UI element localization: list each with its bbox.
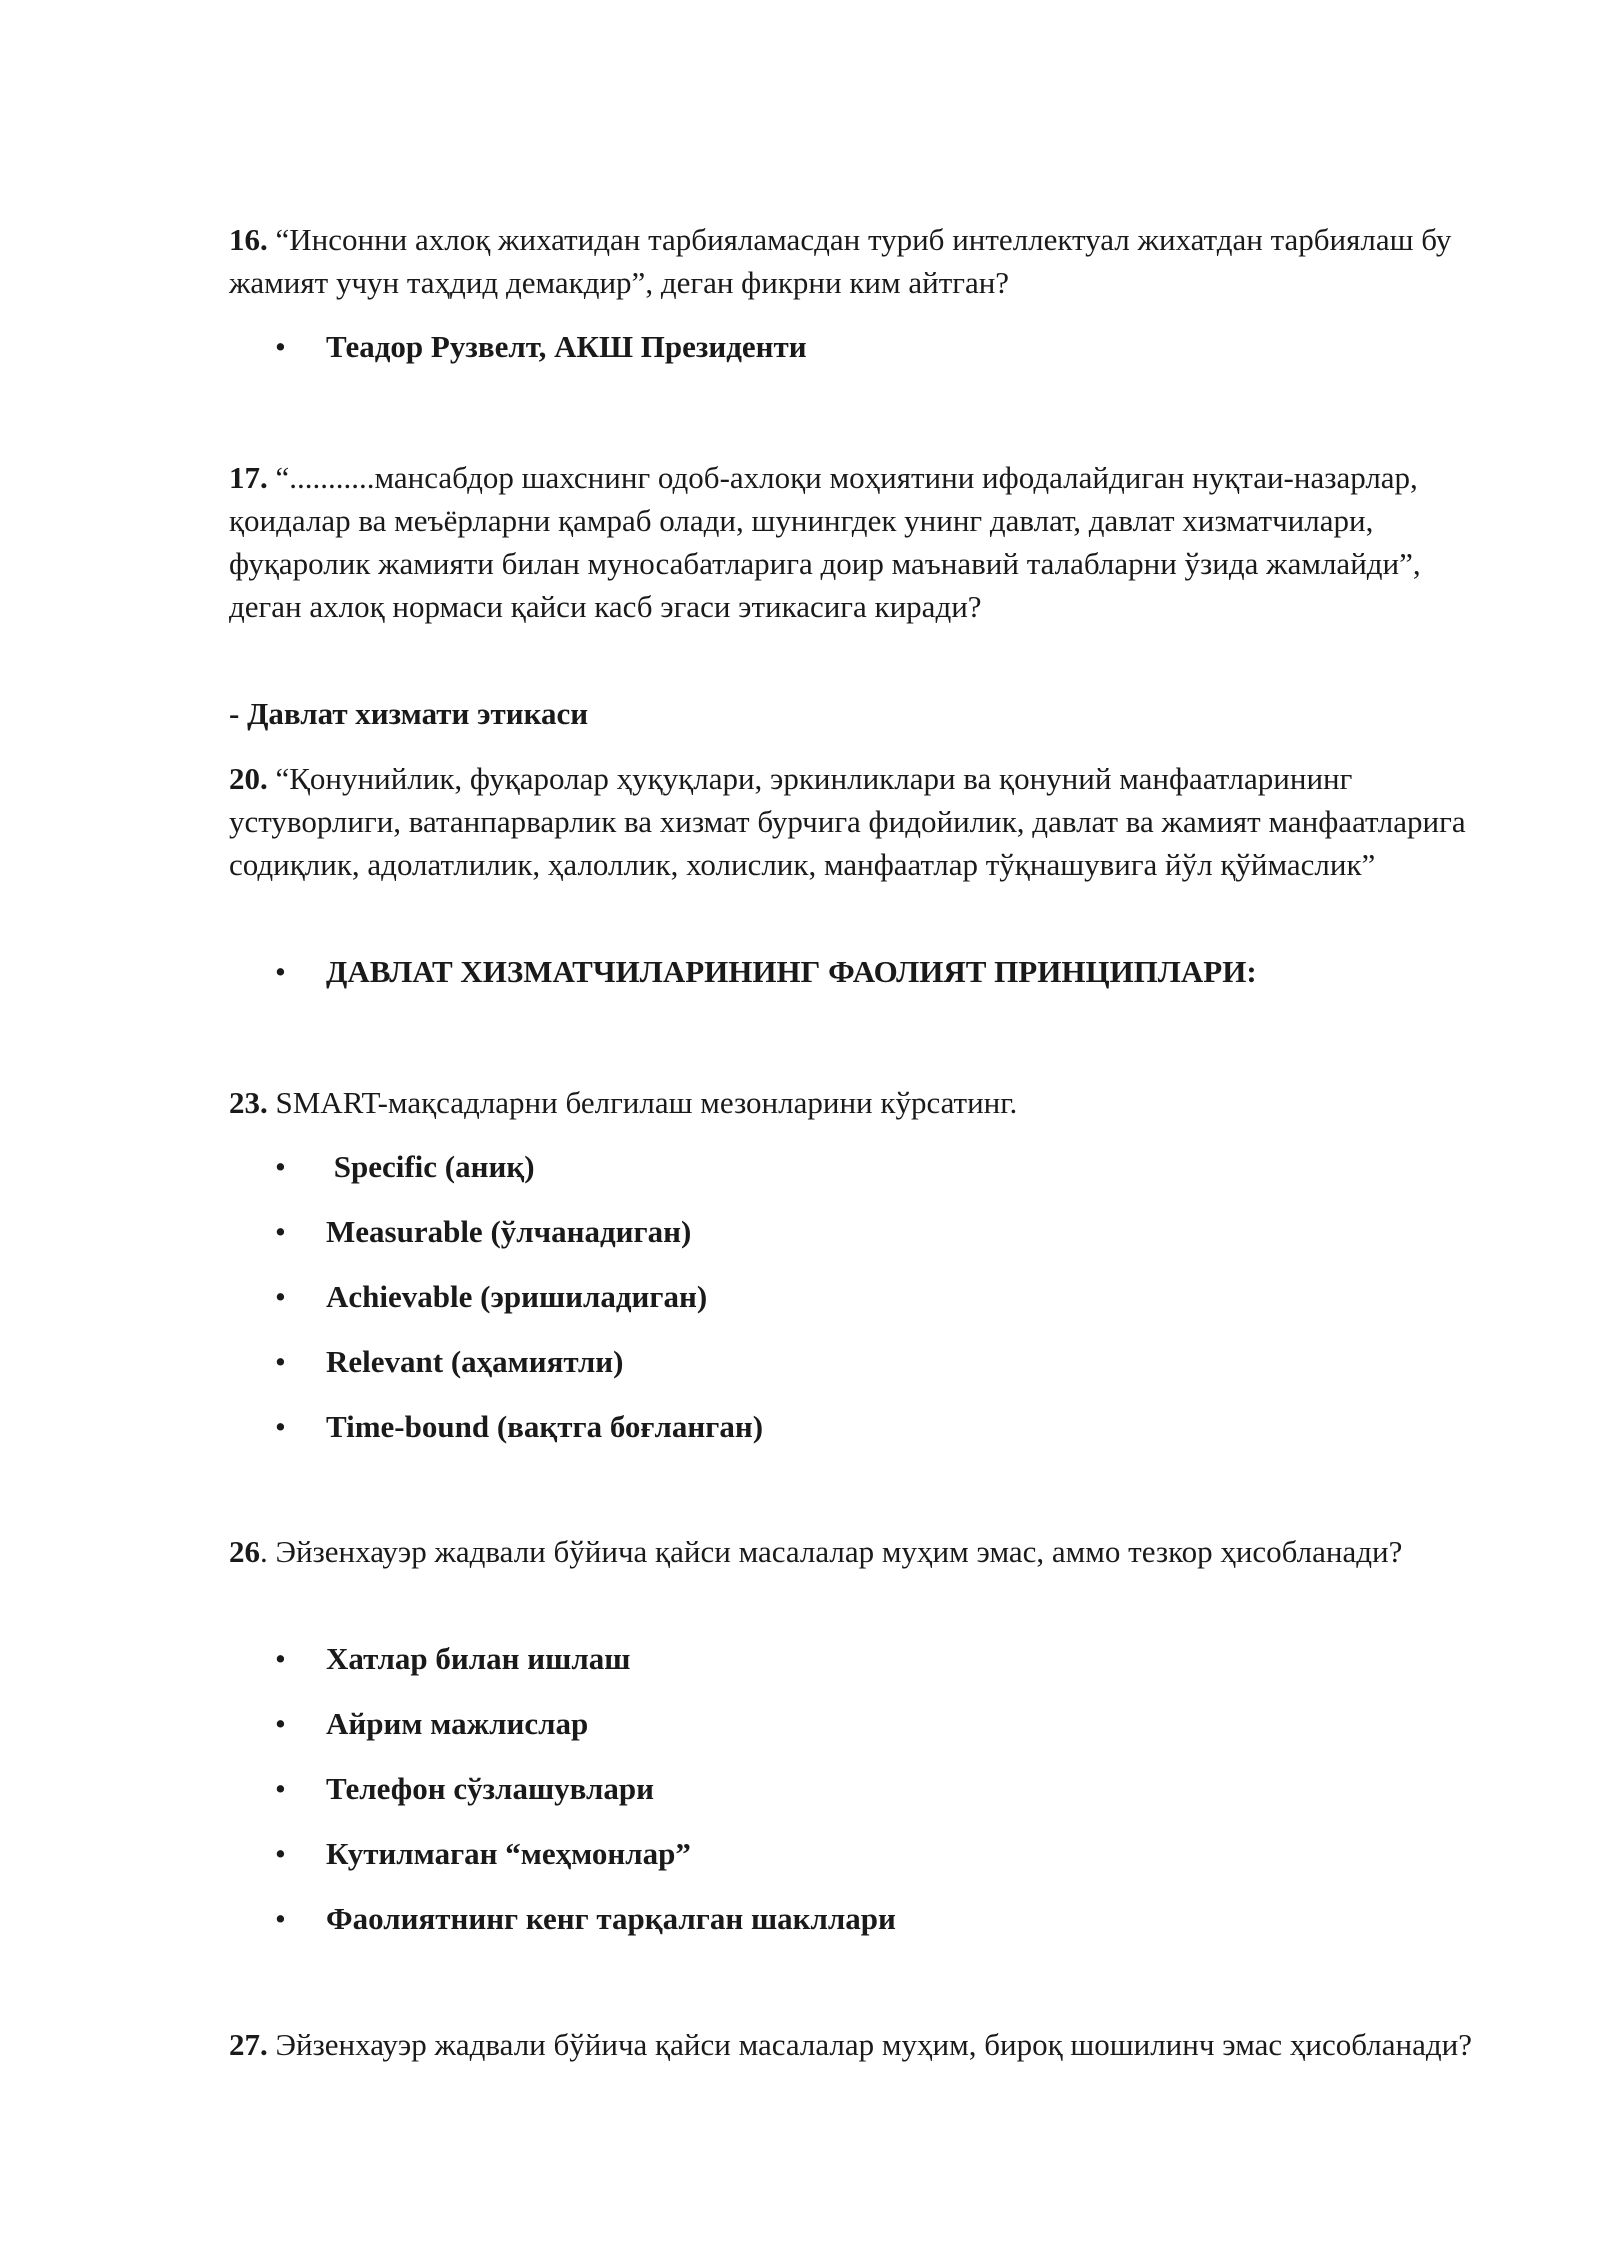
question-27-text: [229, 2023, 1479, 2066]
answer-item: [229, 1702, 1479, 1767]
question-17-text: [229, 456, 1479, 628]
bullet-icon: •: [275, 1706, 286, 1741]
question-26-text: [229, 1530, 1479, 1573]
answer-item: [229, 1897, 1479, 1962]
answer-item: [229, 1275, 1479, 1340]
question-body: “...........мансабдор шахснинг одоб-ахлоқи моҳиятини ифодалайдиган нуқтаи-назарлар, қоидалар ва меъёрларни қамраб олади, шунингдек унинг давлат, давлат хизматчилари, фуқаролик жамияти билан муносабатларига доир маънавий талабларни ўзида жамлайди”, деган ахлоқ нормаси қайси касб эгаси этикасига киради?: [229, 460, 1421, 624]
answer-text: Measurable (ўлчанадиган): [326, 1214, 692, 1249]
answer-item: [229, 1210, 1479, 1275]
question-body: Эйзенхауэр жадвали бўйича қайси масалалар муҳим, бироқ шошилинч эмас ҳисобланади?: [267, 2027, 1472, 2062]
bullet-icon: •: [275, 329, 286, 364]
answer-text: Specific (аниқ): [326, 1149, 535, 1184]
bullet-icon: •: [275, 1214, 286, 1249]
question-17-answer: [229, 692, 1479, 735]
answer-text: - Давлат хизмати этикаси: [229, 696, 589, 731]
question-number: 20.: [229, 761, 268, 796]
bullet-icon: •: [275, 1836, 286, 1871]
answer-text: Теадор Рузвелт, АКШ Президенти: [326, 329, 807, 364]
question-17: [229, 456, 1479, 628]
answer-text: Фаолиятнинг кенг тарқалган шакллари: [326, 1901, 896, 1936]
question-16: [229, 218, 1479, 304]
answer-item: [229, 1145, 1479, 1210]
answer-text: Time-bound (вақтга боғланган): [326, 1409, 764, 1444]
question-body: . Эйзенхауэр жадвали бўйича қайси масалалар муҳим эмас, аммо тезкор ҳисобланади?: [260, 1534, 1403, 1569]
question-23-text: [229, 1081, 1479, 1124]
bullet-icon: •: [275, 1901, 286, 1936]
question-20-text: [229, 757, 1479, 886]
question-number: 26: [229, 1534, 260, 1569]
answer-item: [229, 1832, 1479, 1897]
question-number: 27.: [229, 2027, 268, 2062]
question-16-answers: [229, 325, 1479, 390]
answer-item: [229, 1637, 1479, 1702]
bullet-icon: •: [275, 1409, 286, 1444]
question-number: 17.: [229, 460, 268, 495]
question-26: [229, 1530, 1479, 1573]
answer-item: [229, 325, 1479, 390]
answer-text: Хатлар билан ишлаш: [326, 1641, 631, 1676]
question-23: [229, 1081, 1479, 1124]
answer-item: [229, 950, 1479, 1015]
answer-text: Achievable (эришиладиган): [326, 1279, 708, 1314]
bullet-icon: •: [275, 1279, 286, 1314]
question-20-answers: [229, 950, 1479, 1015]
answer-item: [229, 1405, 1479, 1470]
question-number: 23.: [229, 1085, 268, 1120]
answer-text: Кутилмаган “меҳмонлар”: [326, 1836, 691, 1871]
bullet-icon: •: [275, 954, 286, 989]
question-23-answers: [229, 1145, 1479, 1470]
question-body: “Қонунийлик, фуқаролар ҳуқуқлари, эркинликлари ва қонуний манфаатларининг устуворлиги, ватанпарварлик ва хизмат бурчига фидойилик, давлат ва жамият манфаатларига содиқлик, адолатлилик, ҳалоллик, холислик, манфаатлар тўқнашувига йўл қўймаслик”: [229, 761, 1466, 882]
question-number: 16.: [229, 222, 268, 257]
bullet-icon: •: [275, 1344, 286, 1379]
question-26-answers: [229, 1637, 1479, 1962]
question-16-text: [229, 218, 1479, 304]
answer-item: [229, 1340, 1479, 1405]
answer-text: ДАВЛАТ ХИЗМАТЧИЛАРИНИНГ ФАОЛИЯТ ПРИНЦИПЛАРИ:: [326, 954, 1257, 989]
question-body: “Инсонни ахлоқ жихатидан тарбияламасдан туриб интеллектуал жихатдан тарбиялаш бу жамият учун таҳдид демакдир”, деган фикрни ким айтган?: [229, 222, 1452, 300]
answer-item: [229, 1767, 1479, 1832]
bullet-icon: •: [275, 1771, 286, 1806]
question-body: SMART-мақсадларни белгилаш мезонларини кўрсатинг.: [267, 1085, 1018, 1120]
answer-text: Телефон сўзлашувлари: [326, 1771, 654, 1806]
answer-text: Relevant (аҳамиятли): [326, 1344, 624, 1379]
question-27: [229, 2023, 1479, 2066]
bullet-icon: •: [275, 1641, 286, 1676]
answer-text: Айрим мажлислар: [326, 1706, 589, 1741]
question-20: [229, 757, 1479, 886]
bullet-icon: •: [275, 1149, 286, 1184]
